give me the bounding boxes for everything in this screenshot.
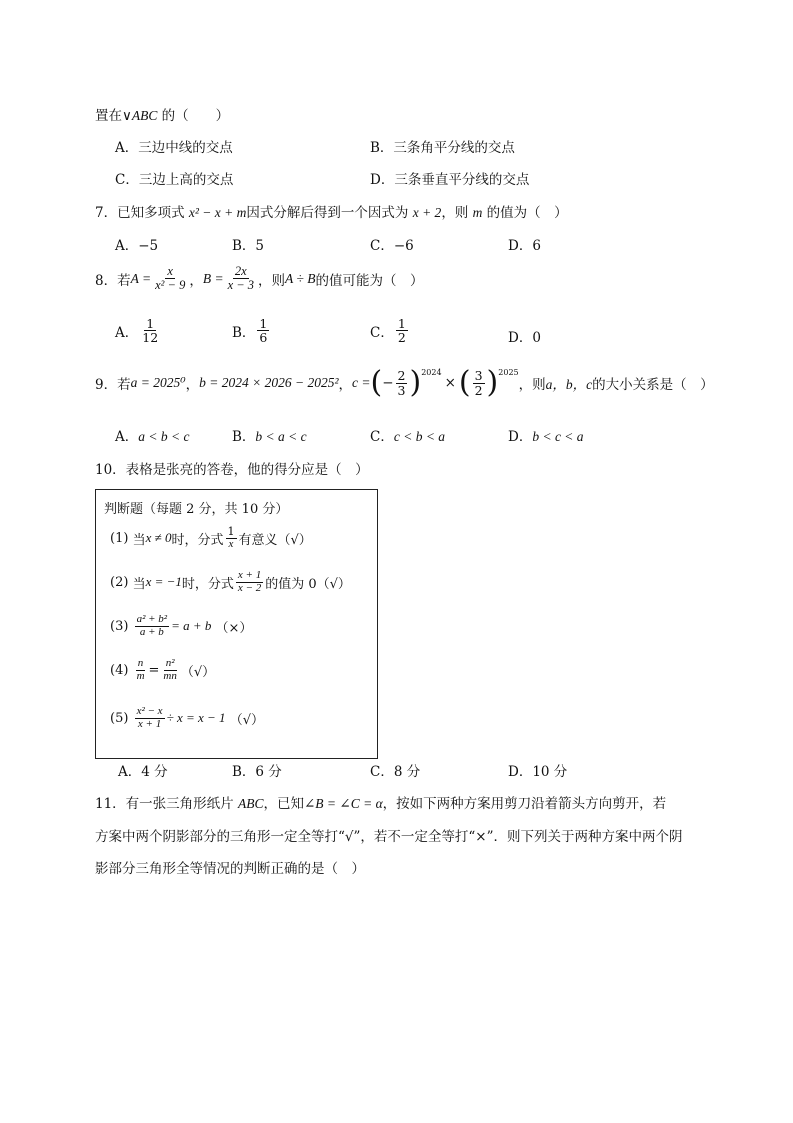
answer-item-5: (5) $\frac{\text{x² − x}}{x + 1}$ ÷ x = x − 1 （√） — [110, 705, 264, 730]
q7-option-b: B．5 — [232, 238, 265, 254]
q7-option-d: D．6 — [508, 238, 541, 254]
q10-option-b: B．6 分 — [232, 764, 282, 780]
q7-option-a: A．−5 — [115, 238, 159, 254]
q6-option-a: A．三边中线的交点 — [115, 140, 233, 156]
q10-option-c: C．8 分 — [370, 764, 421, 780]
q10-option-a: A．4 分 — [118, 764, 168, 780]
q9-option-b: B．b < a < c — [232, 429, 307, 445]
answer-item-1: (1) 当 x ≠ 0 时，分式 $\frac{1}{x}$ 有意义（√） — [110, 525, 312, 550]
answer-item-3: (3) $\frac{\text{a² + b²}}{a + b}$ = a + b （×） — [110, 613, 253, 638]
q9-stem: 9．若 a = 2025⁰ ， b = 2024 × 2026 − 2025² ， c = ( − $\frac{2}{3}$ ) $^{2024}$ × ( $\frac{3}{2}$ ) $^{2025}$ ，则 a，b，c 的大小关系是（ ） — [95, 365, 714, 400]
answer-item-4: (4) $\frac{n}{m}$ = $\frac{\text{n²}}{mn}$ （√） — [110, 657, 216, 682]
answer-sheet-title: 判断题（每题 2 分，共 10 分） — [104, 502, 289, 517]
q7-option-c: C．−6 — [370, 238, 414, 254]
q8-fraction-a: $\frac{x}{\text{x² − 9}}$ — [155, 264, 186, 293]
q8-fraction-b: $\frac{2x}{x - 3}$ — [227, 264, 255, 293]
q9-option-d: D．b < c < a — [508, 429, 584, 445]
answer-item-2: (2) 当 x = −1 时，分式 $\frac{x + 1}{x - 2}$ 的值为 0（√） — [110, 569, 351, 594]
q8-option-c: C． $\frac{1}{2}$ — [370, 316, 406, 346]
q8-option-d: D．0 — [508, 330, 541, 346]
q8-stem: 8．若 A = $\frac{x}{\text{x² − 9}}$ ， B = $\frac{2x}{x - 3}$ ，则 A ÷ B 的值可能为（ ） — [95, 264, 424, 293]
q11-line-3: 影部分三角形全等情况的判断正确的是（ ） — [95, 861, 365, 877]
q6-option-d: D．三条垂直平分线的交点 — [370, 172, 530, 188]
answer-sheet-box — [95, 489, 378, 759]
q10-option-d: D．10 分 — [508, 764, 568, 780]
q8-option-b: B． $\frac{1}{6}$ — [232, 316, 268, 346]
q11-line-1: 11．有一张三角形纸片 ABC，已知∠B = ∠C = α，按如下两种方案用剪刀沿着箭头方向剪开，若 — [95, 796, 667, 812]
q6-stem: 置在∨ABC 的（ ） — [95, 108, 230, 124]
q7-stem: 7．已知多项式 x² − x + m因式分解后得到一个因式为 x + 2，则 m 的值为（ ） — [95, 205, 568, 221]
q11-line-2: 方案中两个阴影部分的三角形一定全等打“√”，若不一定全等打“×”．则下列关于两种方案中两个阴 — [95, 829, 683, 845]
q9-option-c: C．c < b < a — [370, 429, 446, 445]
q6-option-b: B．三条角平分线的交点 — [370, 140, 515, 156]
q6-option-c: C．三边上高的交点 — [115, 172, 234, 188]
q10-stem: 10．表格是张亮的答卷，他的得分应是（ ） — [95, 462, 369, 478]
q8-option-a: A． $\frac{1}{12}$ — [115, 316, 159, 346]
q9-option-a: A．a < b < c — [115, 429, 190, 445]
